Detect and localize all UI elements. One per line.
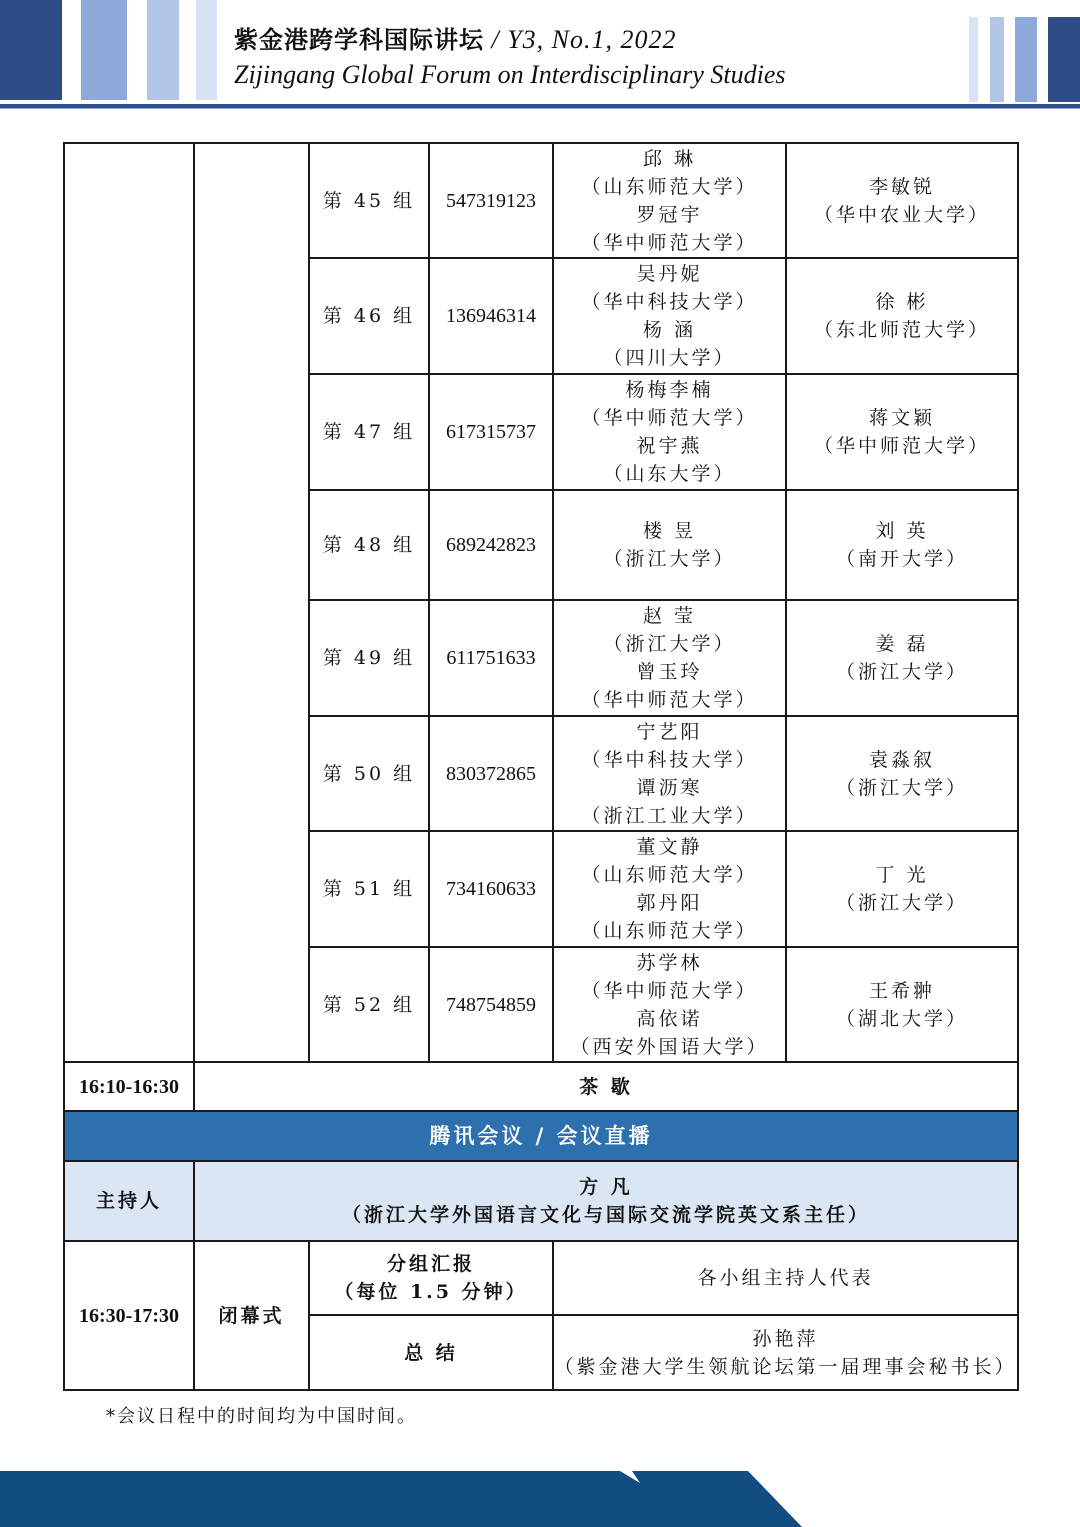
journal-title: 紫金港跨学科国际讲坛 / Y3, No.1, 2022: [234, 25, 677, 54]
header-stripe: [990, 17, 1004, 102]
header-stripe: [147, 0, 179, 100]
group-members: 董文静 （山东师范大学） 郭丹阳 （山东师范大学）: [553, 831, 786, 947]
group-name: 第 48 组: [309, 490, 429, 600]
header-stripe: [196, 0, 217, 100]
closing-time: 16:30-17:30: [64, 1241, 194, 1390]
tea-break-row: [64, 1062, 1018, 1111]
group-members: 邱 琳 （山东师范大学） 罗冠宇 （华中师范大学）: [553, 143, 786, 258]
host-row: [64, 1161, 1018, 1241]
meeting-id: 830372865: [429, 716, 553, 831]
group-row: [64, 143, 1018, 258]
meeting-id: 689242823: [429, 490, 553, 600]
meeting-id: 547319123: [429, 143, 553, 258]
journal-title-en: Zijingang Global Forum on Interdisciplinary Studies: [234, 60, 786, 89]
group-name: 第 45 组: [309, 143, 429, 258]
group-name: 第 49 组: [309, 600, 429, 716]
group-host: 王希翀 （湖北大学）: [786, 947, 1018, 1062]
banner-label: 腾讯会议 / 会议直播: [64, 1111, 1018, 1161]
group-name: 第 46 组: [309, 258, 429, 374]
section-banner: [64, 1111, 1018, 1161]
header-stripe: [1015, 17, 1037, 102]
meeting-id: 611751633: [429, 600, 553, 716]
header-stripe: [969, 17, 978, 102]
host-label: 主持人: [64, 1161, 194, 1241]
meeting-id: 136946314: [429, 258, 553, 374]
header-stripe: [1048, 17, 1080, 102]
group-members: 吴丹妮 （华中科技大学） 杨 涵 （四川大学）: [553, 258, 786, 374]
meeting-id: 734160633: [429, 831, 553, 947]
tea-label: 茶 歇: [194, 1062, 1018, 1111]
report-person: 各小组主持人代表: [553, 1241, 1018, 1315]
group-name: 第 47 组: [309, 374, 429, 490]
group-members: 赵 莹 （浙江大学） 曾玉玲 （华中师范大学）: [553, 600, 786, 716]
group-host: 徐 彬 （东北师范大学）: [786, 258, 1018, 374]
group-host: 蒋文颖 （华中师范大学）: [786, 374, 1018, 490]
report-item: 分组汇报 （每位 1.5 分钟）: [309, 1241, 553, 1315]
meeting-id: 748754859: [429, 947, 553, 1062]
group-name: 第 50 组: [309, 716, 429, 831]
time-cell-empty: [64, 143, 194, 1062]
group-members: 杨梅李楠 （华中师范大学） 祝宇燕 （山东大学）: [553, 374, 786, 490]
group-members: 楼 昱 （浙江大学）: [553, 490, 786, 600]
header-stripe: [81, 0, 127, 100]
group-host: 丁 光 （浙江大学）: [786, 831, 1018, 947]
footnote: *会议日程中的时间均为中国时间。: [106, 1406, 417, 1427]
host-info: 方 凡 （浙江大学外国语言文化与国际交流学院英文系主任）: [194, 1161, 1018, 1241]
header-divider: [0, 104, 1080, 109]
session-cell-empty: [194, 143, 309, 1062]
group-name: 第 51 组: [309, 831, 429, 947]
footer-band: [0, 1471, 1080, 1527]
closing-label: 闭幕式: [194, 1241, 309, 1390]
group-members: 宁艺阳 （华中科技大学） 谭沥寒 （浙江工业大学）: [553, 716, 786, 831]
schedule-table: [63, 142, 1019, 1391]
summary-item: 总 结: [309, 1315, 553, 1390]
group-name: 第 52 组: [309, 947, 429, 1062]
meeting-id: 617315737: [429, 374, 553, 490]
group-host: 姜 磊 （浙江大学）: [786, 600, 1018, 716]
group-host: 袁淼叙 （浙江大学）: [786, 716, 1018, 831]
group-members: 苏学林 （华中师范大学） 高依诺 （西安外国语大学）: [553, 947, 786, 1062]
group-host: 李敏锐 （华中农业大学）: [786, 143, 1018, 258]
closing-row: [64, 1241, 1018, 1315]
header-stripe: [0, 0, 62, 100]
summary-person: 孙艳萍 （紫金港大学生领航论坛第一届理事会秘书长）: [553, 1315, 1018, 1390]
group-host: 刘 英 （南开大学）: [786, 490, 1018, 600]
tea-time: 16:10-16:30: [64, 1062, 194, 1111]
